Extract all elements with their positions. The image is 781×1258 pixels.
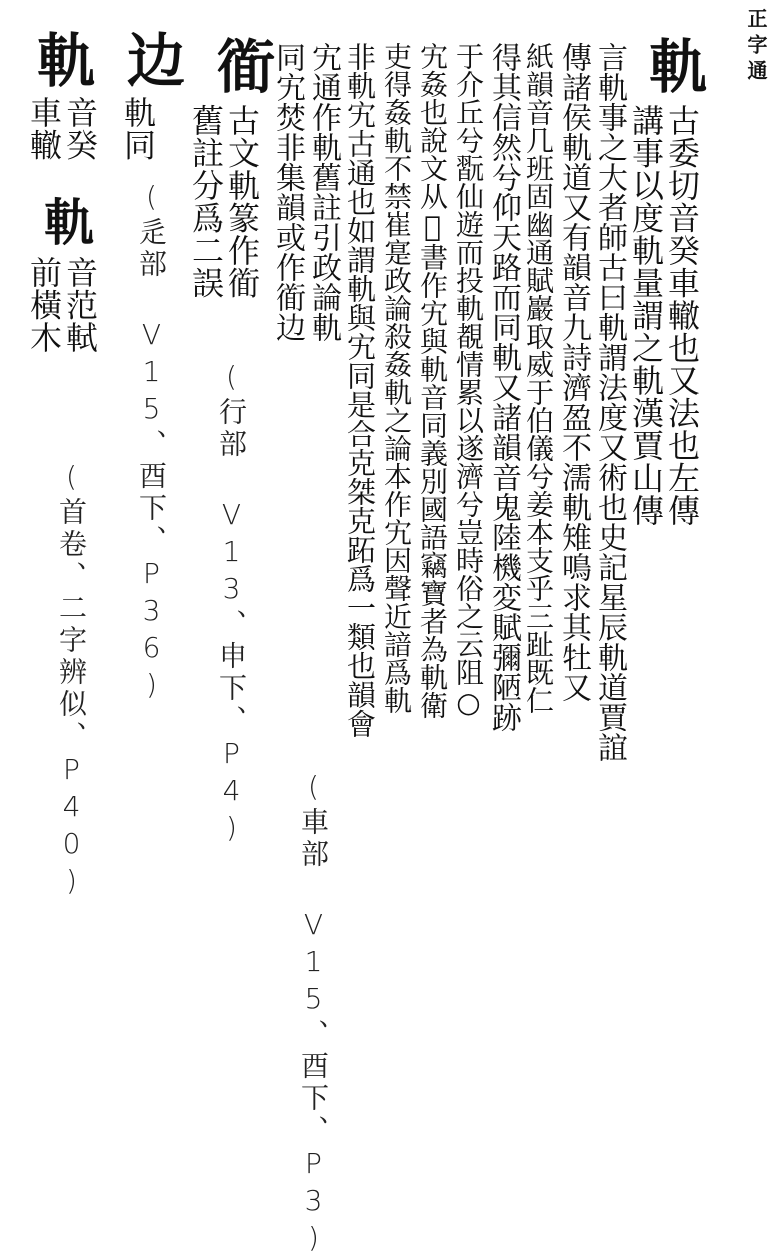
entry1-line-1: 古委切音癸車轍也又法也左傳 bbox=[663, 104, 701, 527]
entry4-line-3: 音范軾 bbox=[61, 256, 99, 354]
entry3-source-note: (辵部 V15、酉下、P36) bbox=[135, 180, 168, 705]
entry1-line-10: 非軌宄古通也如謂軌與宄同是合克桀克跖爲一類也韻會 bbox=[343, 42, 377, 738]
entry4-line-4: 前橫木 bbox=[25, 256, 63, 354]
entry4-line-2: 車轍 bbox=[25, 96, 63, 161]
entry2-source-note: (行部 V13、申下、P4) bbox=[215, 360, 248, 848]
book-title: 正字通 bbox=[744, 8, 768, 86]
entry4-head-char: 軌 bbox=[27, 30, 95, 88]
entry1-line-7: 于介丘兮翫仙遊而投軌覩情累以遂濟兮豈時俗之云阻○ bbox=[452, 42, 485, 719]
entry1-head-char: 軌 bbox=[639, 36, 707, 94]
entry2-line-1: 古文軌篆作衜 bbox=[223, 104, 261, 299]
entry1-line-5: 紙韻音几班固幽通賦巖取威于伯儀兮姜本支乎三趾既仁 bbox=[522, 42, 555, 714]
entry1-line-4: 傳諸侯軌道又有韻音九詩濟盈不濡軌雉鳴求其牡又 bbox=[556, 42, 591, 702]
entry4-source-note: (首卷、二字辨似、P40) bbox=[55, 460, 88, 901]
entry1-source-note: (車部 V15、酉下、P3) bbox=[297, 770, 330, 1258]
entry4-head-char-2: 軌 bbox=[36, 196, 95, 246]
entry1-line-9: 吏得姦軌不禁崔寔政論殺姦軌之論本作宄因聲近諳爲軌 bbox=[380, 42, 413, 714]
entry1-line-8: 宄姦也說文从𡧐書作宄與軌音同義別國語竊寶者為軌衛 bbox=[416, 42, 449, 719]
entry2-head-char: 衜 bbox=[207, 36, 275, 94]
entry2-line-2: 舊註分爲二誤 bbox=[187, 104, 225, 299]
entry3-line-1: 軌同 bbox=[119, 96, 157, 161]
entry3-head-char: 边 bbox=[117, 30, 185, 88]
entry1-line-3: 言軌事之大者師古曰軌謂法度又術也史記星辰軌道賈誼 bbox=[592, 42, 627, 762]
entry1-line-12: 同宄焚非集韻或作衜边 bbox=[270, 42, 305, 342]
entry4-line-1: 音癸 bbox=[61, 96, 99, 161]
entry1-line-11: 宄通作軌舊註引政論軌 bbox=[306, 42, 341, 342]
entry1-line-6: 得其信然兮仰天路而同軌又諸韻音鬼陸機変賦彌陋跡 bbox=[486, 42, 521, 732]
entry1-line-2: 講事以度軌量謂之軌漢賈山傳 bbox=[627, 104, 665, 527]
